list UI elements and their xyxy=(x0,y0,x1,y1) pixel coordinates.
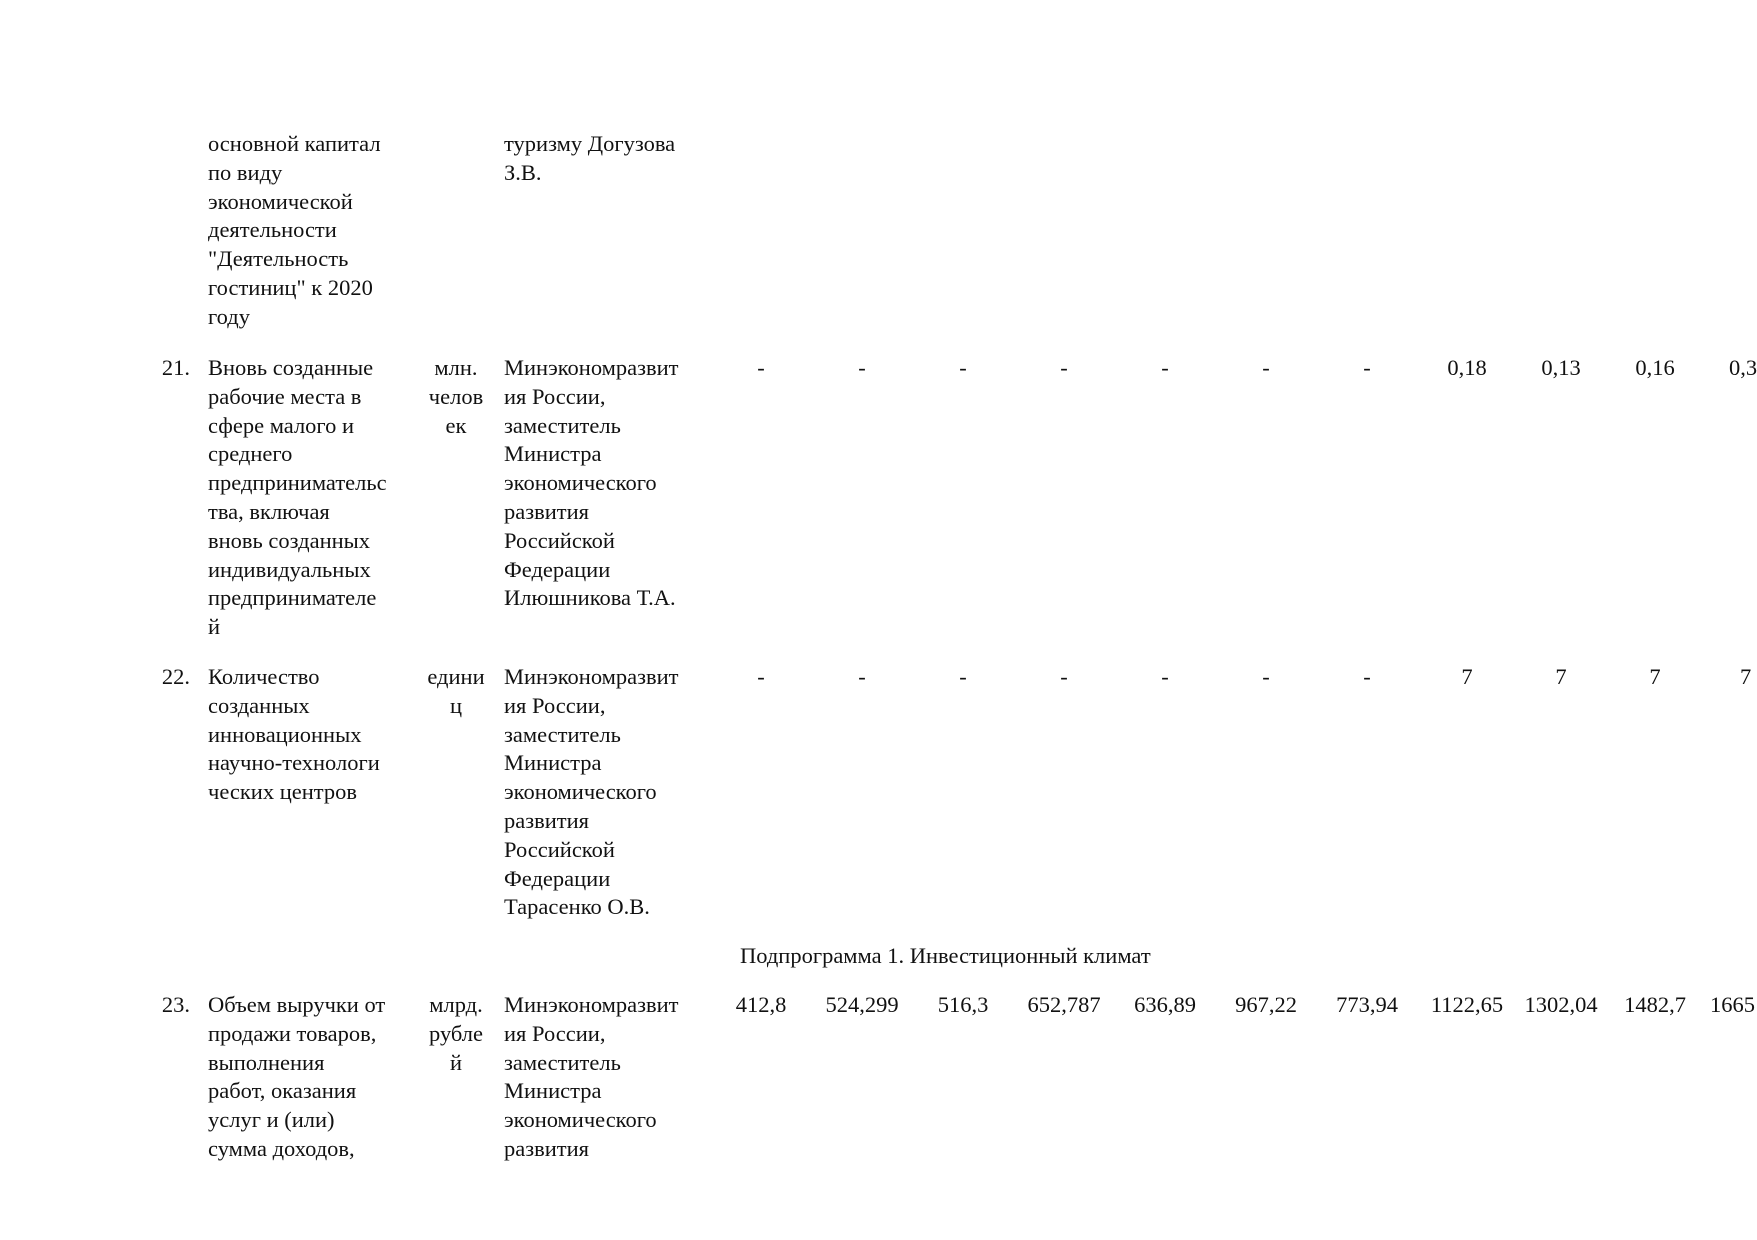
row-23-responsible: Минэкономразвит ия России, заместитель Министра экономического развития xyxy=(504,992,679,1161)
row-23-name: Объем выручки от продажи товаров, выполнения работ, оказания услуг и (или) сумма доходов, xyxy=(208,992,386,1161)
row-22-value-1: - xyxy=(757,664,765,689)
row-23-value-6: 967,22 xyxy=(1235,992,1297,1017)
row-23-unit: млрд. рубле й xyxy=(428,992,483,1075)
row-22-value-3: - xyxy=(959,664,967,689)
row-23-value-3: 516,3 xyxy=(937,992,989,1017)
row-22-unit: едини ц xyxy=(427,664,485,718)
row-22-number: 22. xyxy=(161,664,190,689)
row-21-unit: млн. челов ек xyxy=(428,355,484,438)
row-21-name: Вновь созданные рабочие места в сфере малого и среднего предпринимательс тва, включая вновь созданных индивидуальных предпринимателе й xyxy=(208,355,387,640)
row-22-value-8: 7 xyxy=(1461,664,1473,689)
row-21-responsible: Минэкономразвит ия России, заместитель Министра экономического развития Российской Федерации Илюшникова Т.А. xyxy=(504,355,679,611)
row-22-value-7: - xyxy=(1363,664,1371,689)
subprogram-title: Подпрограмма 1. Инвестиционный климат xyxy=(740,943,1151,968)
row-21-value-6: - xyxy=(1262,355,1270,380)
row-21-value-5: - xyxy=(1161,355,1169,380)
row-22-value-6: - xyxy=(1262,664,1270,689)
row-23-value-2: 524,299 xyxy=(825,992,899,1017)
row-22-name: Количество созданных инновационных научно-технологи ческих центров xyxy=(208,664,380,805)
row-22-responsible: Минэкономразвит ия России, заместитель Министра экономического развития Российской Федерации Тарасенко О.В. xyxy=(504,664,679,920)
row-21-value-7: - xyxy=(1363,355,1371,380)
row-23-value-7: 773,94 xyxy=(1336,992,1398,1017)
row-21-value-10: 0,16 xyxy=(1635,355,1675,380)
row-22-value-4: - xyxy=(1060,664,1068,689)
row-22-value-9: 7 xyxy=(1555,664,1567,689)
row-22-value-5: - xyxy=(1161,664,1169,689)
row-21-value-9: 0,13 xyxy=(1541,355,1581,380)
row-21-value-8: 0,18 xyxy=(1447,355,1487,380)
row-23-value-10: 1482,7 xyxy=(1624,992,1686,1017)
row-23-value-4: 652,787 xyxy=(1027,992,1101,1017)
row-23-number: 23. xyxy=(161,992,190,1017)
row-22-value-10: 7 xyxy=(1649,664,1661,689)
row-21-value-4: - xyxy=(1060,355,1068,380)
row-23-value-9: 1302,04 xyxy=(1524,992,1598,1017)
row-21-value-2: - xyxy=(858,355,866,380)
row-0-name: основной капитал по виду экономической деятельности "Деятельность гостиниц" к 2020 году xyxy=(208,131,381,329)
row-21-value-1: - xyxy=(757,355,765,380)
row-23-value-5: 636,89 xyxy=(1134,992,1196,1017)
row-21-value-3: - xyxy=(959,355,967,380)
row-22-value-2: - xyxy=(858,664,866,689)
row-23-value-11: 1665 xyxy=(1710,992,1755,1017)
row-21-value-11: 0,3 xyxy=(1729,355,1757,380)
row-21-number: 21. xyxy=(161,355,190,380)
row-23-value-8: 1122,65 xyxy=(1430,992,1504,1017)
row-22-value-11: 7 xyxy=(1740,664,1752,689)
row-23-value-1: 412,8 xyxy=(735,992,787,1017)
row-0-responsible: туризму Догузова З.В. xyxy=(504,131,676,185)
